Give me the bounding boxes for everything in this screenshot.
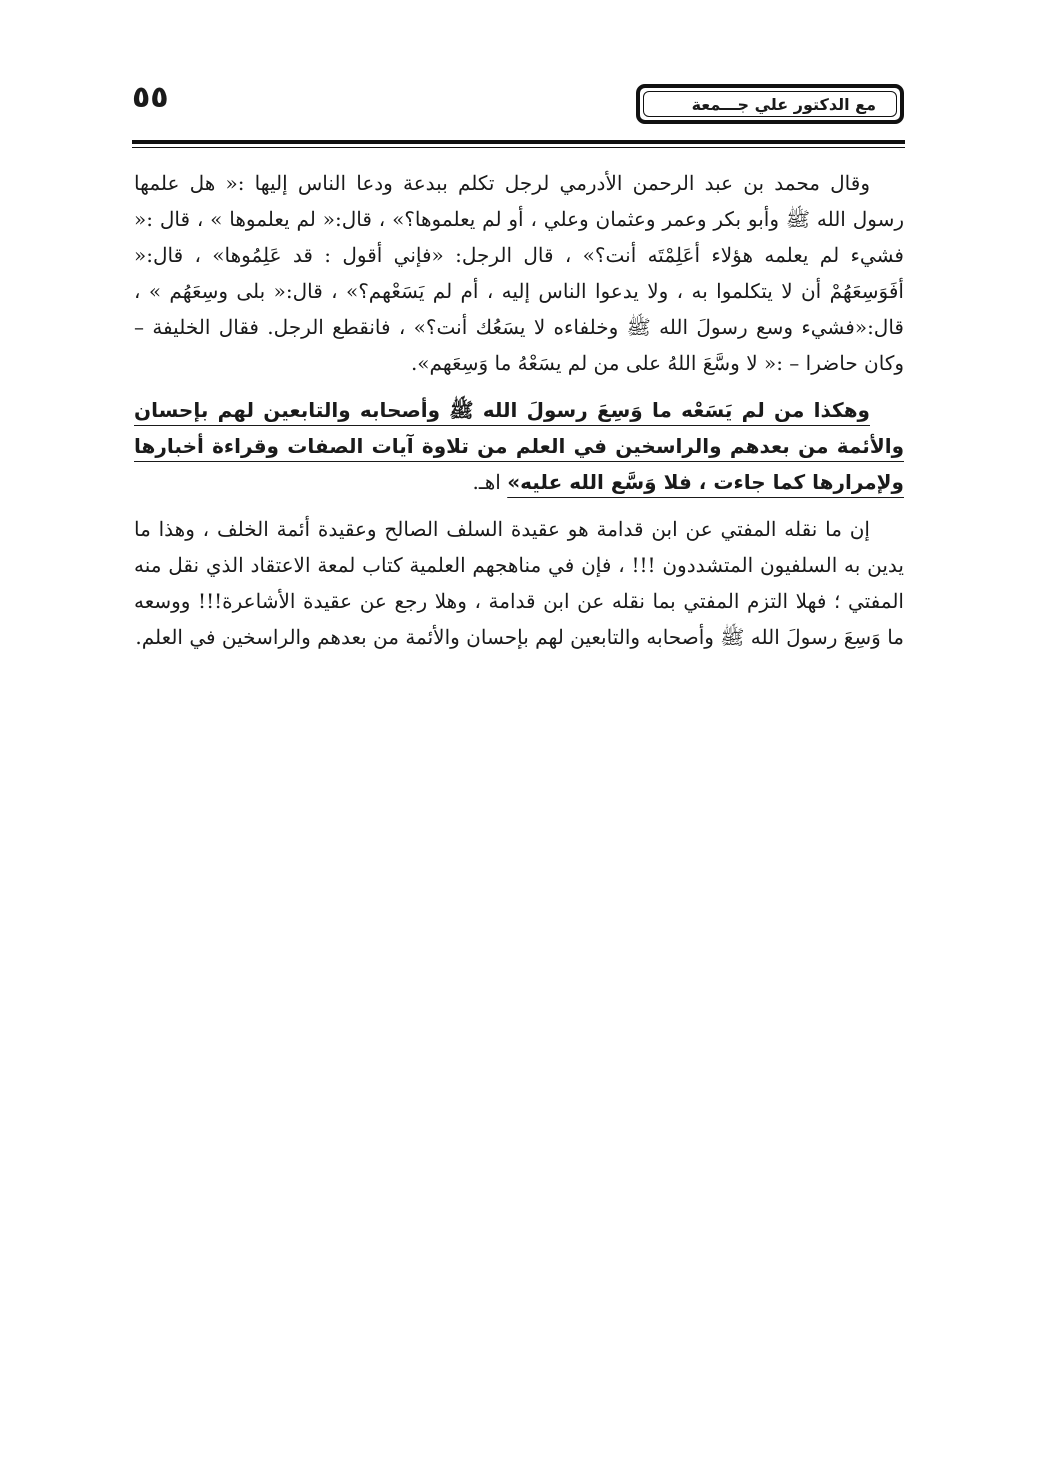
- emphasized-quote: وهكذا من لم يَسَعْه ما وَسِعَ رسولَ الله ﷺ وأصحابه والتابعين لهم بإحسان والأئمة من بعدهم والراسخين في العلم من تلاوة آيات الصفات وقراءة أخبارها ولإمرارها كما جاءت ، فلا وَسَّع الله عليه»: [134, 398, 904, 494]
- header-rule-thick: [132, 140, 905, 144]
- paragraph-conclusion: [134, 392, 904, 500]
- quote-end-marker: اهـ.: [472, 470, 508, 494]
- header-rule-thin: [132, 147, 905, 148]
- page-number: ٥٥: [132, 80, 169, 115]
- running-header-title: مع الدكتور علي جـــمعة: [691, 95, 876, 114]
- body-text: [134, 165, 904, 666]
- paragraph-quote-adrami: وقال محمد بن عبد الرحمن الأدرمي لرجل تكلم ببدعة ودعا الناس إليها :« هل علمها رسول الله ﷺ وأبو بكر وعمر وعثمان وعلي ، أو لم يعلموها؟» ، قال:« لم يعلموها » ، قال :« فشيء لم يعلمه هؤلاء أعَلِمْتَه أنت؟» ، قال الرجل: «فإني أقول : قد عَلِمُوها» ، قال:« أفَوَسِعَهُمْ أن لا يتكلموا به ، ولا يدعوا الناس إليه ، أم لم يَسَعْهم؟» ، قال:« بلى وسِعَهُم » ، قال:«فشيء وسع رسولَ الله ﷺ وخلفاءه لا يسَعُك أنت؟» ، فانقطع الرجل. فقال الخليفة – وكان حاضرا – :« لا وسَّعَ اللهُ على من لم يسَعْهُ ما وَسِعَهم».: [134, 171, 904, 375]
- paragraph-commentary: إن ما نقله المفتي عن ابن قدامة هو عقيدة السلف الصالح وعقيدة أئمة الخلف ، وهذا ما يدين به السلفيون المتشددون !!! ، فإن في مناهجهم العلمية كتاب لمعة الاعتقاد الذي نقل منه المفتي ؛ فهلا التزم المفتي بما نقله عن ابن قدامة ، وهلا رجع عن عقيدة الأشاعرة!!! ووسعه ما وَسِعَ رسولَ الله ﷺ وأصحابه والتابعين لهم بإحسان والأئمة من بعدهم والراسخين في العلم.: [134, 517, 904, 649]
- running-header-box: [636, 84, 904, 124]
